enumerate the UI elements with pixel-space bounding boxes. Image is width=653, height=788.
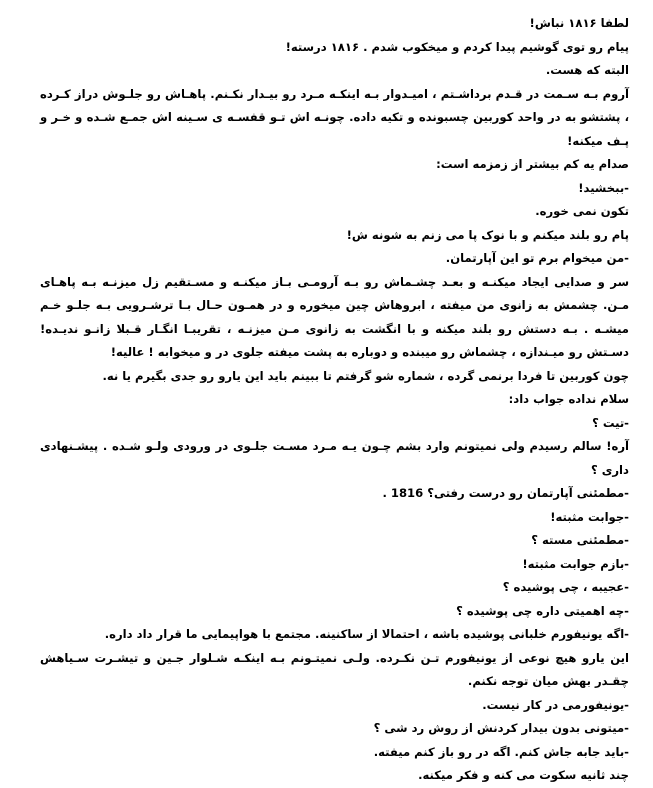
paragraph: -چه اهمیتی داره چی پوشیده ؟ (456, 603, 629, 618)
paragraph: -ببخشید! (578, 180, 629, 195)
paragraph: چند ثانیه سکوت می کنه و فکر میکنه. (418, 768, 629, 782)
paragraph: -عجیبه ، چی پوشیده ؟ (502, 580, 629, 594)
paragraph: صدام یه کم بیشتر از زمزمه است: (436, 157, 629, 171)
paragraph: آره! سالم رسیدم ولی نمیتونم وارد بشم چـون یـه مـرد مسـت جلـوی در ورودی ولـو شـده . پیشـنهادی داری ؟ (40, 439, 629, 477)
paragraph: -بازم جوابت مثبته! (522, 556, 629, 571)
paragraph: -مطمئنی مسته ؟ (531, 533, 629, 547)
paragraph: تکون نمی خوره. (535, 204, 629, 218)
paragraph: پام رو بلند میکنم و با نوک پا می زنم به شونه ش! (346, 227, 629, 242)
paragraph: -یونیفورمی در کار نیست. (482, 697, 629, 712)
paragraph: سر و صدایی ایجاد میکنـه و بعـد چشـماش رو بـه آرومـی بـاز میکنـه و مسـتقیم زل میزنـه بـه پاهـای مـن. چشمش به زانوی من میفته ، ابروهاش چین میخوره و در همـون حـال بـا ترشـرویی بـه جلـو خـم میشـه . بـه دستش رو بلند میکنه و با انگشت به زانوی مـن میزنـه ، تقریبـا انگـار قـبلا زانـو ندیـده! دسـتش رو میـندازه ، چشماش رو میبنده و دوباره به پشت میفته جلوی در و میخوابه ! عالیه! (40, 274, 629, 359)
paragraph: -جوابت مثبته! (550, 509, 629, 524)
paragraph: -مطمئنی آپارتمان رو درست رفتی؟ 1816 . (382, 486, 629, 500)
paragraph: چون کوربین تا فردا برنمی گرده ، شماره شو گرفتم تا ببینم باید این یارو رو جدی بگیرم یا نه. (102, 368, 629, 383)
paragraph: -من میخوام برم تو این آپارتمان. (445, 251, 629, 265)
paragraph: این یارو هیچ نوعی از یونیفورم تـن نکـرده. ولـی نمیتـونم بـه اینکـه شـلوار جـین و تیشـرت سـیاهش چقـدر بهش میان توجه نکنم. (40, 650, 629, 688)
paragraph: سلام نداده جواب داد: (508, 392, 629, 406)
paragraph: البته که هست. (545, 63, 629, 77)
paragraph: -باید جابه جاش کنم. اگه در رو باز کنم میفته. (373, 744, 629, 759)
paragraph: -میتونی بدون بیدار کردنش از روش رد شی ؟ (373, 721, 629, 735)
paragraph: -تیت ؟ (592, 415, 629, 430)
paragraph: آروم بـه سـمت در قـدم برداشـتم ، امیـدوار بـه اینکـه مـرد رو بیـدار نکـنم. پاهـاش رو جلـوش دراز کـرده ، پشتشو به در واحد کوربین چسبونده و تکیه داده. چونـه اش تـو قفسـه ی سـینه اش جمـع شـده و خـر و پـف میکنه! (40, 86, 629, 148)
paragraph: لطفا ۱۸۱۶ نباش! (529, 16, 629, 30)
paragraph: -اگه یونیفورم خلبانی پوشیده باشه ، احتمالا از ساکنینه. مجتمع با هواپیمایی ما قرار داد داره. (104, 627, 629, 641)
paragraph: پیام رو توی گوشیم پیدا کردم و میخکوب شدم . ۱۸۱۶ درسته! (285, 39, 629, 54)
